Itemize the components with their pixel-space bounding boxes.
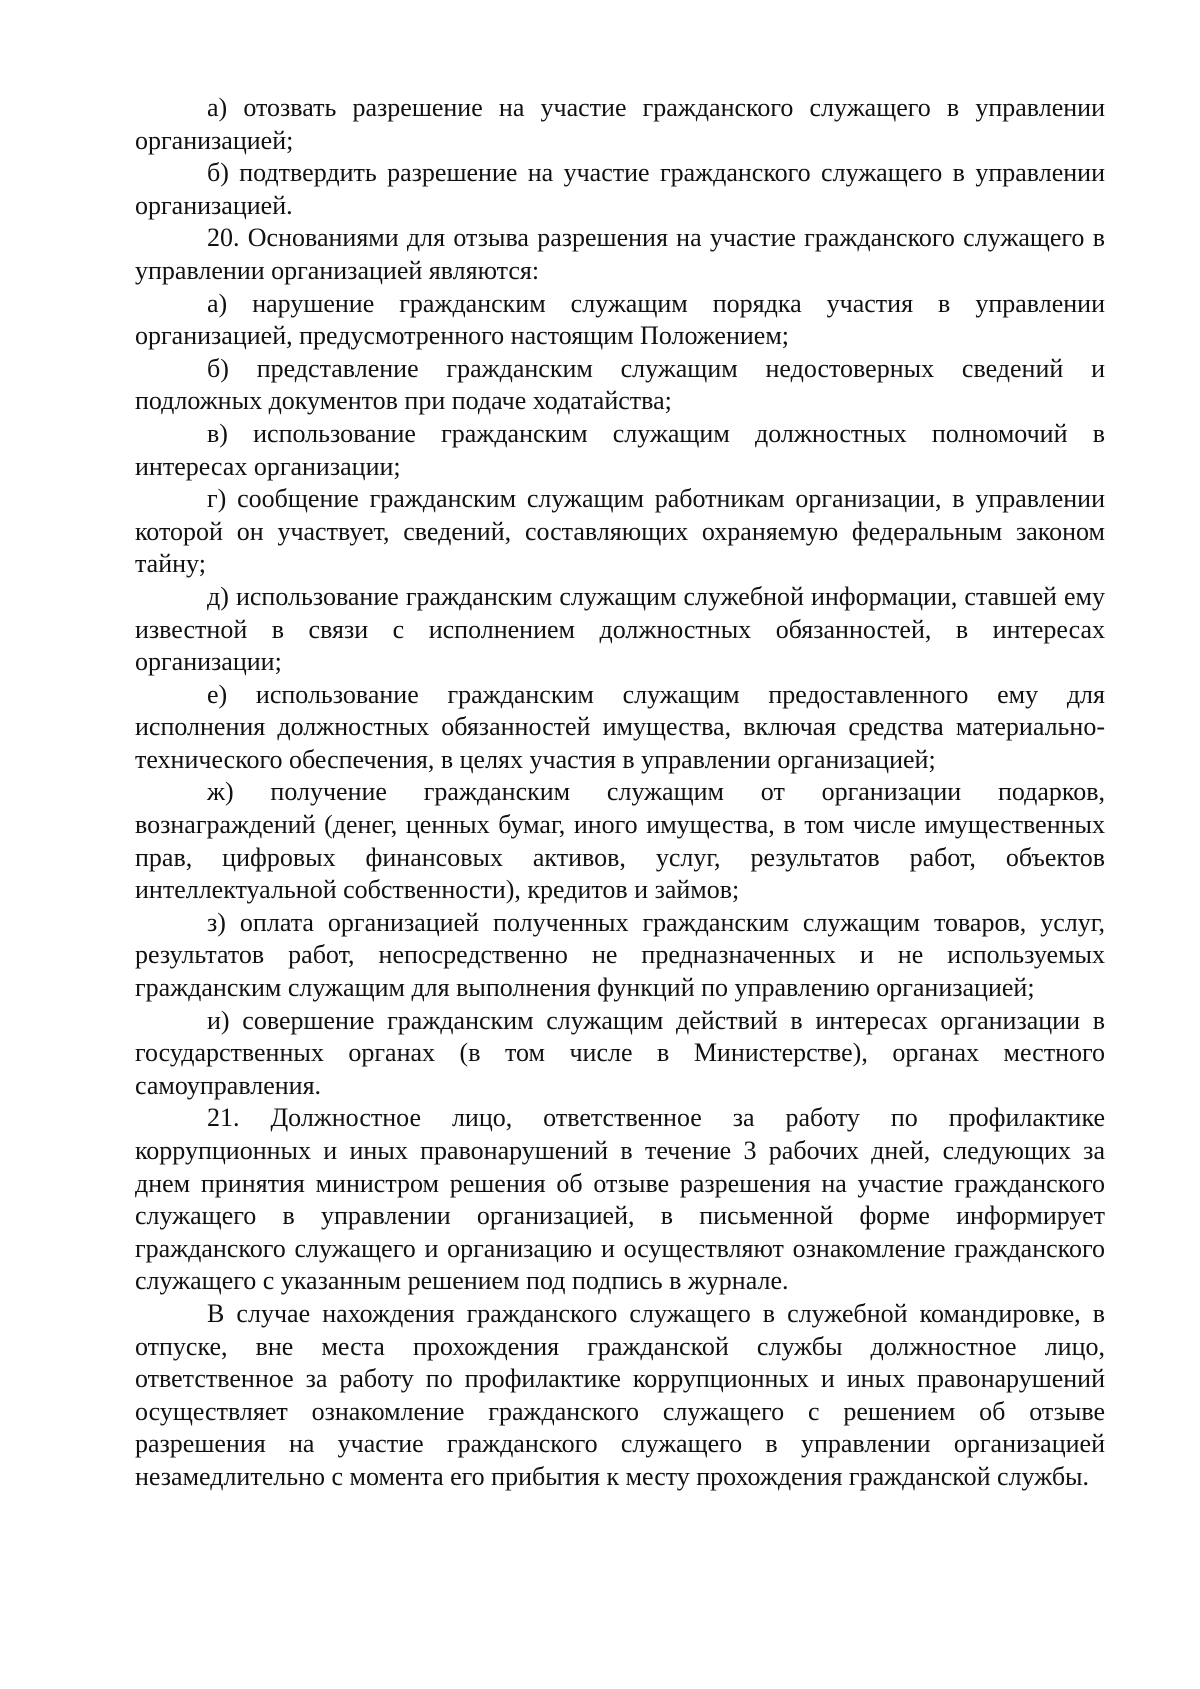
paragraph-20d: д) использование гражданским служащим служебной информации, ставшей ему известной в связи с исполнением должностных обязанностей, в интересах организации; xyxy=(135,581,1105,677)
paragraph-20e: е) использование гражданским служащим предоставленного ему для исполнения должностных обязанностей имущества, включая средства материально-технического обеспечения, в целях участия в управлении организацией; xyxy=(135,679,1105,774)
paragraph-20v: в) использование гражданским служащим должностных полномочий в интересах организации; xyxy=(135,418,1105,481)
document-body xyxy=(135,92,1105,1494)
paragraph-20a: а) нарушение гражданским служащим порядка участия в управлении организацией, предусмотренного настоящим Положением; xyxy=(135,288,1105,351)
paragraph-20: 20. Основаниями для отзыва разрешения на участие гражданского служащего в управлении организацией являются: xyxy=(135,223,1105,285)
paragraph-20b: б) представление гражданским служащим недостоверных сведений и подложных документов при подаче ходатайства; xyxy=(135,353,1105,416)
paragraph-20g: г) сообщение гражданским служащим работникам организации, в управлении которой он участвует, сведений, составляющих охраняемую федеральным законом тайну; xyxy=(135,484,1105,579)
paragraph-19a: а) отозвать разрешение на участие гражданского служащего в управлении организацией; xyxy=(135,93,1105,155)
paragraph-20zh: ж) получение гражданским служащим от организации подарков, вознаграждений (денег, ценных бумаг, иного имущества, в том числе имущественных прав, цифровых финансовых активов, услуг, результатов работ, объектов интеллектуальной собственности), кредитов и займов; xyxy=(135,777,1105,905)
paragraph-21: 21. Должностное лицо, ответственное за работу по профилактике коррупционных и иных правонарушений в течение 3 рабочих дней, следующих за днем принятия министром решения об отзыве разрешения на участие гражданского служащего в управлении организацией, в письменной форме информирует гражданского служащего и организацию и осуществляют ознакомление гражданского служащего с указанным решением под подпись в журнале. xyxy=(135,1103,1105,1296)
paragraph-21-absence: В случае нахождения гражданского служащего в служебной командировке, в отпуске, вне места прохождения гражданской службы должностное лицо, ответственное за работу по профилактике коррупционных и иных правонарушений осуществляет ознакомление гражданского служащего с решением об отзыве разрешения на участие гражданского служащего в управлении организацией незамедлительно с момента его прибытия к месту прохождения гражданской службы. xyxy=(135,1298,1105,1491)
paragraph-19b: б) подтвердить разрешение на участие гражданского служащего в управлении организацией. xyxy=(135,158,1105,220)
paragraph-20z: з) оплата организацией полученных гражданским служащим товаров, услуг, результатов работ, непосредственно не предназначенных и не используемых гражданским служащим для выполнения функций по управлению организацией; xyxy=(135,907,1105,1003)
paragraph-20i: и) совершение гражданским служащим действий в интересах организации в государственных органах (в том числе в Министерстве), органах местного самоуправления. xyxy=(135,1005,1105,1100)
